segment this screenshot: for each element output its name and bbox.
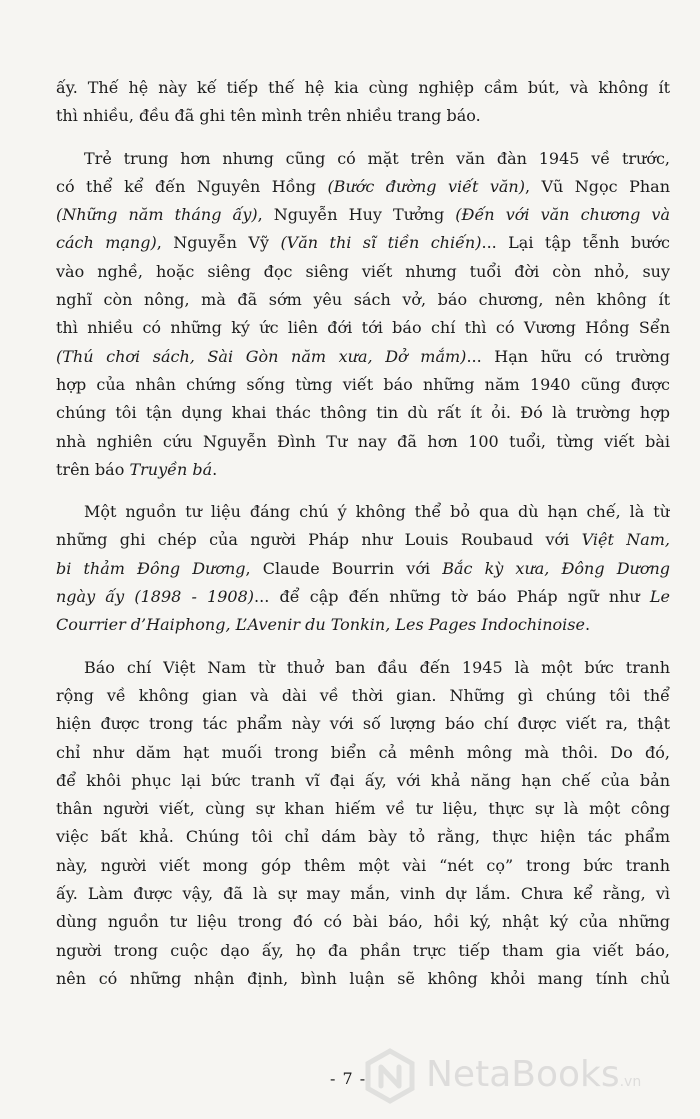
text-line: Trẻ trung hơn nhưng cũng có mặt trên văn đàn 1945 về trước,	[84, 148, 670, 168]
text-line: những ghi chép của người Pháp như Louis Roubaud với Việt Nam,	[56, 530, 670, 550]
text-line: để khôi phục lại bức tranh vĩ đại ấy, với khả năng hạn chế của bản	[56, 770, 670, 790]
text-line: (Những năm tháng ấy), Nguyễn Huy Tưởng (Đến với văn chương và	[56, 205, 670, 225]
text-line: thì nhiều, đều đã ghi tên mình trên nhiều trang báo.	[56, 106, 481, 126]
paragraph-2	[56, 145, 670, 485]
text-line: ngày ấy (1898 - 1908)... để cập đến những tờ báo Pháp ngữ như Le	[56, 587, 670, 607]
text-line: người trong cuộc dạo ấy, họ đa phần trực tiếp tham gia viết báo,	[56, 940, 670, 960]
text-line: cách mạng), Nguyễn Vỹ (Văn thi sĩ tiền chiến)... Lại tập tễnh bước	[56, 233, 670, 253]
paragraph-4	[56, 654, 670, 994]
watermark-text	[426, 1054, 641, 1095]
text-line: việc bất khả. Chúng tôi chỉ dám bày tỏ rằng, thực hiện tác phẩm	[56, 827, 670, 847]
text-line: nên có những nhận định, bình luận sẽ không khỏi mang tính chủ	[56, 968, 670, 988]
text-line: chúng tôi tận dụng khai thác thông tin dù rất ít ỏi. Đó là trường hợp	[56, 403, 670, 423]
text-line: có thể kể đến Nguyên Hồng (Bước đường viết văn), Vũ Ngọc Phan	[56, 176, 670, 196]
text-line: ấy. Thế hệ này kế tiếp thế hệ kia cùng nghiệp cầm bút, và không ít	[56, 78, 670, 97]
text-line: bi thảm Đông Dương, Claude Bourrin với Bắc kỳ xưa, Đông Dương	[56, 558, 670, 578]
text-line: hiện được trong tác phẩm này với số lượng báo chí được viết ra, thật	[56, 714, 670, 734]
netabooks-watermark	[362, 1048, 692, 1104]
text-line: dùng nguồn tư liệu trong đó có bài báo, hồi ký, nhật ký của những	[56, 912, 670, 932]
page-number: - 7 -	[330, 1069, 367, 1088]
text-line: nhà nghiên cứu Nguyễn Đình Tư nay đã hơn 100 tuổi, từng viết bài	[56, 431, 670, 451]
text-line: Một nguồn tư liệu đáng chú ý không thể bỏ qua dù hạn chế, là từ	[84, 502, 670, 522]
text-line: vào nghề, hoặc siêng đọc siêng viết nhưng tuổi đời còn nhỏ, suy	[56, 261, 670, 281]
paragraph-1	[56, 74, 670, 131]
text-line: Courrier d’Haiphong, L’Avenir du Tonkin, Les Pages Indochinoise.	[56, 615, 591, 635]
text-line: này, người viết mong góp thêm một vài “nét cọ” trong bức tranh	[56, 855, 670, 875]
text-line: hợp của nhân chứng sống từng viết báo những năm 1940 cũng được	[56, 374, 670, 394]
text-line: nghĩ còn nông, mà đã sớm yêu sách vở, báo chương, nên không ít	[56, 290, 670, 310]
text-line: thân người viết, cùng sự khan hiếm về tư liệu, thực sự là một công	[56, 799, 670, 819]
text-line: (Thú chơi sách, Sài Gòn năm xưa, Dở mắm)... Hạn hữu có trường	[56, 346, 670, 366]
text-line: ấy. Làm được vậy, đã là sự may mắn, vinh dự lắm. Chưa kể rằng, vì	[56, 884, 670, 904]
paragraph-3	[56, 498, 670, 639]
watermark-tld: .vn	[619, 1074, 642, 1090]
text-line: rộng về không gian và dài về thời gian. Những gì chúng tôi thể	[56, 685, 670, 705]
netabooks-logo-icon	[362, 1048, 418, 1104]
text-line: chỉ như dăm hạt muối trong biển cả mênh mông mà thôi. Do đó,	[56, 742, 670, 762]
text-line: thì nhiều có những ký ức liên đới tới báo chí thì có Vương Hồng Sển	[56, 318, 670, 338]
watermark-brand: NetaBooks	[426, 1054, 620, 1095]
text-line: trên báo Truyền bá.	[56, 459, 218, 479]
text-line: Báo chí Việt Nam từ thuở ban đầu đến 1945 là một bức tranh	[84, 657, 670, 677]
page-text-body	[56, 74, 670, 993]
